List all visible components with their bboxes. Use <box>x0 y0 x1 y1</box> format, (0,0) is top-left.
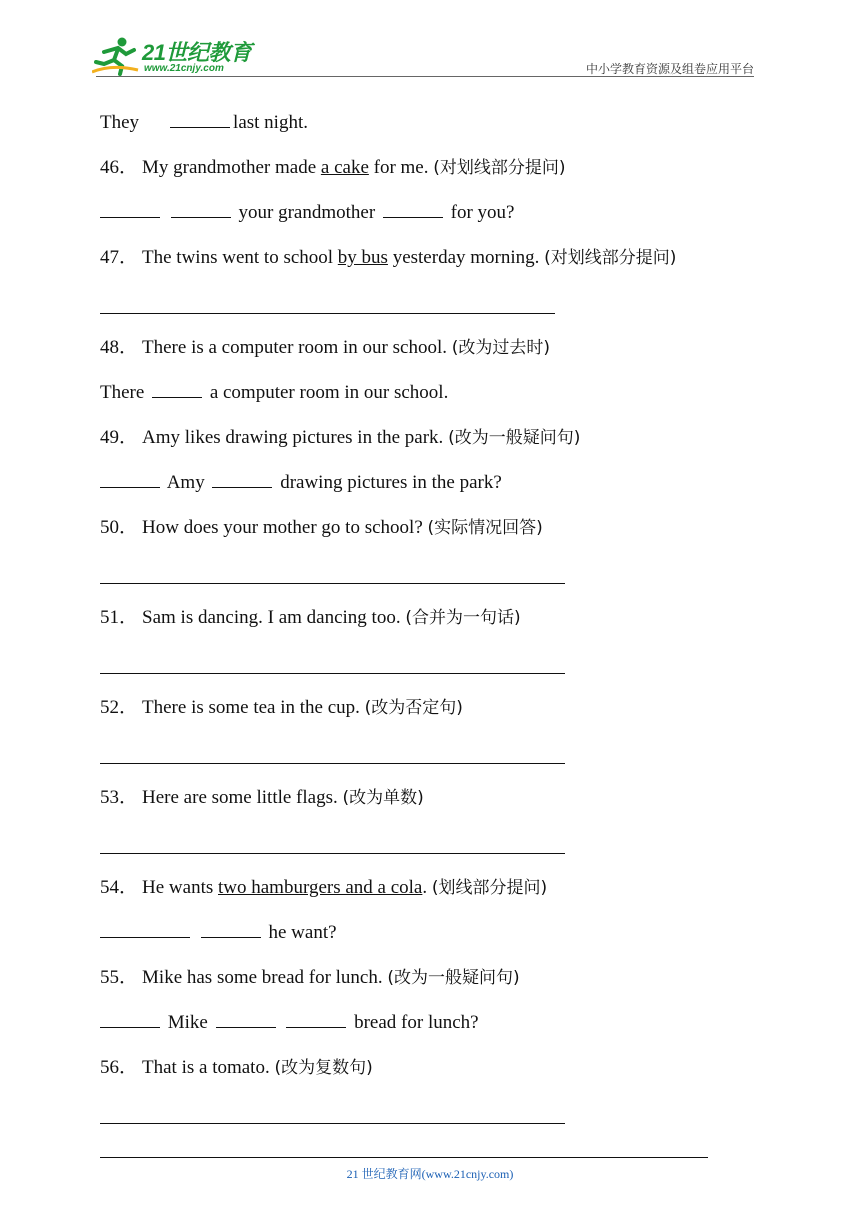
question-text: That is a tomato. <box>142 1057 275 1078</box>
question-instruction: (改为一般疑问句) <box>387 968 520 988</box>
question-text: Sam is dancing. I am dancing too. <box>142 607 406 628</box>
logo-title: 21世纪教育 <box>142 40 252 65</box>
question-52 <box>100 690 760 735</box>
exercise-content <box>100 105 760 1140</box>
answer-line-50[interactable] <box>100 555 760 600</box>
runner-logo-icon <box>92 36 140 76</box>
question-number: 50． <box>100 517 139 538</box>
answer-blank[interactable] <box>152 375 202 398</box>
underlined-text: a cake <box>320 157 369 178</box>
answer-line-56[interactable] <box>100 1095 760 1140</box>
question-text: yesterday morning. <box>387 247 545 268</box>
answer-text: Mike <box>167 1012 208 1033</box>
answer-row-55 <box>100 1005 760 1050</box>
answer-line-52[interactable] <box>100 735 760 780</box>
header-divider <box>96 76 754 77</box>
answer-blank[interactable] <box>100 195 160 218</box>
question-53 <box>100 780 760 825</box>
question-50 <box>100 510 760 555</box>
answer-line-53[interactable] <box>100 825 760 870</box>
answer-blank[interactable] <box>383 195 443 218</box>
site-logo[interactable] <box>92 36 262 76</box>
question-number: 48． <box>100 337 139 358</box>
question-instruction: (改为一般疑问句) <box>448 428 581 448</box>
answer-row-48 <box>100 375 760 420</box>
answer-text: They <box>100 112 140 133</box>
answer-row-49 <box>100 465 760 510</box>
answer-blank[interactable] <box>201 915 261 938</box>
answer-blank[interactable] <box>100 465 160 488</box>
question-number: 51． <box>100 607 139 628</box>
question-47 <box>100 240 760 285</box>
question-text: Amy likes drawing pictures in the park. <box>142 427 449 448</box>
footer-source[interactable]: 21 世纪教育网(www.21cnjy.com) <box>346 1167 514 1181</box>
question-number: 49． <box>100 427 139 448</box>
question-text: . <box>422 877 432 898</box>
question-54 <box>100 870 760 915</box>
question-number: 46． <box>100 157 139 178</box>
answer-line-47[interactable] <box>100 285 760 330</box>
answer-blank[interactable] <box>286 1005 346 1028</box>
question-46 <box>100 150 760 195</box>
answer-text: Amy <box>166 472 205 493</box>
logo-url: www.21cnjy.com <box>144 63 224 74</box>
question-instruction: (划线部分提问) <box>431 878 548 898</box>
answer-blank[interactable] <box>100 1005 160 1028</box>
question-number: 56． <box>100 1057 139 1078</box>
answer-row-prev <box>100 105 760 150</box>
question-instruction: (改为单数) <box>342 788 424 808</box>
question-55 <box>100 960 760 1005</box>
question-49 <box>100 420 760 465</box>
header-platform-name: 中小学教育资源及组卷应用平台 <box>585 62 754 76</box>
answer-row-46 <box>100 195 760 240</box>
answer-blank[interactable] <box>171 195 231 218</box>
question-number: 54． <box>100 877 139 898</box>
answer-text: There <box>100 382 145 403</box>
answer-blank[interactable] <box>212 465 272 488</box>
question-text: How does your mother go to school? <box>142 517 428 538</box>
question-text: My grandmother made <box>142 157 321 178</box>
question-text: There is a computer room in our school. <box>142 337 452 358</box>
question-number: 55． <box>100 967 139 988</box>
question-48 <box>100 330 760 375</box>
question-instruction: (改为过去时) <box>451 338 551 358</box>
question-text: The twins went to school <box>142 247 338 268</box>
answer-text: a computer room in our school. <box>209 382 449 403</box>
question-instruction: (对划线部分提问) <box>433 158 566 178</box>
answer-text: last night. <box>233 112 308 133</box>
answer-text: he want? <box>268 922 337 943</box>
answer-text: bread for lunch? <box>354 1012 479 1033</box>
underlined-text: two hamburgers and a cola <box>218 877 423 898</box>
question-instruction: (改为复数句) <box>274 1058 373 1078</box>
question-instruction: (实际情况回答) <box>427 518 543 538</box>
question-text: Mike has some bread for lunch. <box>142 967 388 988</box>
underlined-text: by bus <box>337 247 388 268</box>
question-text: There is some tea in the cup. <box>142 697 365 718</box>
page-header <box>0 0 860 80</box>
answer-blank[interactable] <box>216 1005 276 1028</box>
question-number: 53． <box>100 787 139 808</box>
question-number: 47． <box>100 247 139 268</box>
answer-line-51[interactable] <box>100 645 760 690</box>
answer-text: for you? <box>450 202 515 223</box>
question-text: for me. <box>368 157 434 178</box>
answer-blank[interactable] <box>100 915 190 938</box>
answer-row-54 <box>100 915 760 960</box>
question-instruction: (改为否定句) <box>364 698 463 718</box>
answer-text: your grandmother <box>238 202 376 223</box>
question-number: 52． <box>100 697 139 718</box>
question-51 <box>100 600 760 645</box>
question-text: He wants <box>142 877 218 898</box>
footer-divider <box>100 1157 708 1158</box>
question-text: Here are some little flags. <box>142 787 343 808</box>
answer-blank[interactable] <box>170 105 230 128</box>
question-instruction: (对划线部分提问) <box>544 248 677 268</box>
answer-text: drawing pictures in the park? <box>280 472 502 493</box>
question-instruction: (合并为一句话) <box>405 608 521 628</box>
question-56 <box>100 1050 760 1095</box>
